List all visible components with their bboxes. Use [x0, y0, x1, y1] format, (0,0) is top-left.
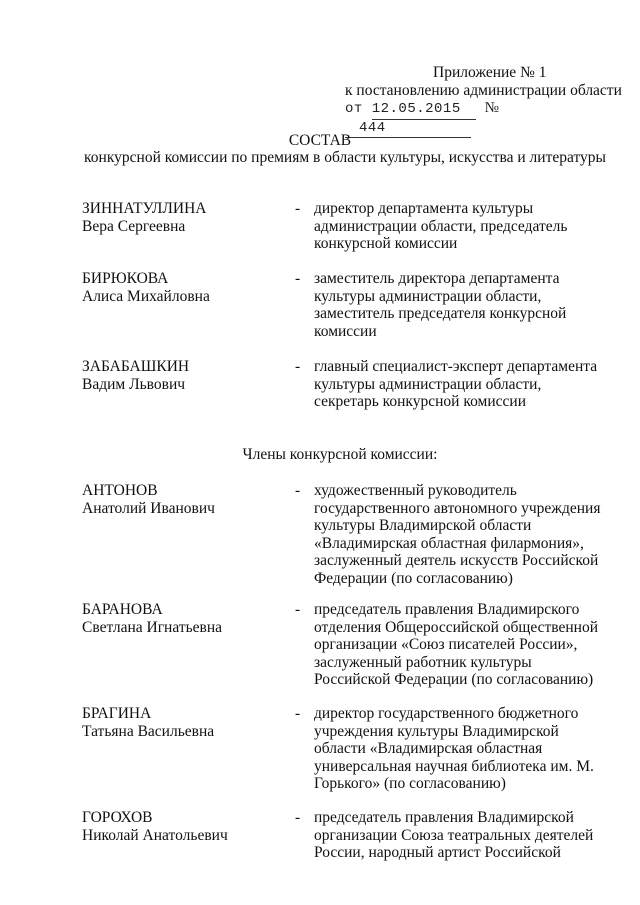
role-line: Федерации (по согласованию) [314, 569, 513, 587]
role-line: культуры администрации области, [314, 375, 542, 393]
role-line: председатель правления Владимирской [314, 809, 574, 826]
surname: ГОРОХОВ [82, 809, 153, 826]
given-names: Анатолий Иванович [82, 499, 215, 517]
dash: - [295, 200, 301, 217]
role-line: культуры Владимирской области [314, 517, 532, 534]
role-line: Российской Федерации (по согласованию) [314, 671, 594, 688]
role-line: универсальная научная библиотека им. М. [314, 757, 594, 775]
role-line: художественный руководитель [314, 482, 517, 499]
role-line: администрации области, председатель [314, 217, 568, 235]
given-names: Алиса Михайловна [82, 287, 210, 305]
role-line: отделения Общероссийской общественной [314, 618, 598, 636]
surname: БАРАНОВА [82, 601, 163, 618]
role-description [314, 270, 609, 340]
role-line: «Владимирская областная филармония», [314, 534, 584, 552]
appendix-header [345, 64, 630, 138]
role-line: главный специалист-эксперт департамента [314, 358, 598, 375]
document-title: СОСТАВ [288, 132, 352, 149]
given-names: Татьяна Васильевна [82, 722, 215, 740]
surname: ЗАБАБАШКИН [82, 358, 190, 375]
role-line: заместитель директора департамента [314, 270, 560, 287]
resolution-date: 12.05.2015 [372, 101, 476, 120]
role-line: заместитель председателя конкурсной [314, 305, 567, 322]
surname: ЗИННАТУЛЛИНА [82, 200, 207, 217]
members-heading: Члены конкурсной комиссии: [242, 446, 438, 463]
given-names: Николай Анатольевич [82, 826, 228, 844]
role-line: комиссии [314, 322, 377, 340]
role-description [314, 482, 609, 587]
given-names: Вера Сергеевна [82, 217, 186, 235]
role-line: секретарь конкурсной комиссии [314, 393, 526, 410]
surname: АНТОНОВ [82, 482, 158, 499]
given-names: Светлана Игнатьевна [82, 618, 223, 636]
given-names: Вадим Львович [82, 375, 186, 393]
dash: - [295, 482, 301, 499]
dash: - [295, 601, 301, 618]
dash: - [295, 358, 301, 375]
role-line: директор государственного бюджетного [314, 705, 579, 722]
role-line: учреждения культуры Владимирской [314, 722, 559, 740]
document-subtitle: конкурсной комиссии по премиям в области культуры, искусства и литературы [84, 149, 606, 166]
appendix-resolution: к постановлению администрации области [345, 81, 622, 99]
role-line: директор департамента культуры [314, 200, 534, 217]
role-line: председатель правления Владимирского [314, 601, 580, 618]
role-line: заслуженный деятель искусств Российской [314, 552, 599, 569]
surname: БРАГИНА [82, 705, 152, 722]
role-line: организации Союза театральных деятелей [314, 826, 594, 844]
role-line: заслуженный работник культуры [314, 653, 532, 671]
role-description [314, 705, 609, 793]
role-line: России, народный артист Российской [314, 844, 561, 861]
role-line: организации «Союз писателей России», [314, 636, 578, 653]
dash: - [295, 270, 301, 287]
role-description [314, 200, 609, 253]
role-line: государственного автономного учреждения [314, 499, 601, 517]
date-prefix: от [345, 101, 363, 117]
role-description [314, 601, 609, 689]
role-line: области «Владимирская областная [314, 740, 543, 757]
surname: БИРЮКОВА [82, 270, 169, 287]
role-description [314, 358, 609, 411]
appendix-number: Приложение № 1 [433, 64, 547, 81]
dash: - [295, 809, 301, 826]
role-line: культуры администрации области, [314, 287, 542, 305]
dash: - [295, 705, 301, 722]
number-label: № [484, 100, 500, 116]
role-line: конкурсной комиссии [314, 235, 458, 252]
resolution-number: 444 [345, 120, 471, 139]
role-description [314, 809, 609, 862]
role-line: Горького» (по согласованию) [314, 775, 506, 792]
